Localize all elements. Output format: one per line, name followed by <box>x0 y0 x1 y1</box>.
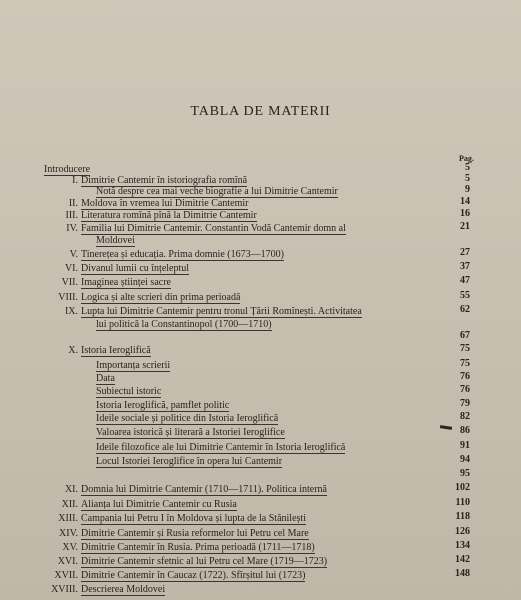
toc-entry <box>44 513 306 524</box>
toc-entry-title: Dimitrie Cantemir în Caucaz (1722). Sfîrșitul lui (1723) <box>81 570 306 581</box>
toc-entry-underline <box>81 288 171 289</box>
toc-entry-page: 9 <box>465 184 470 195</box>
toc-entry-title: Dimitrie Cantemir și Rusia reformelor lui Petru cel Mare <box>81 528 309 539</box>
toc-entry <box>44 198 248 209</box>
toc-entry-underline <box>96 384 115 385</box>
toc-entry-number: XVIII. <box>51 584 78 595</box>
toc-entry-page: 95 <box>460 468 470 479</box>
toc-entry-title: Valoarea istorică și literară a Istoriei Ieroglifice <box>96 427 285 438</box>
toc-entry-underline <box>81 317 362 318</box>
toc-entry <box>96 360 170 371</box>
toc-entry-underline <box>96 371 170 372</box>
toc-entry-title: Campania lui Petru I în Moldova și lupta de la Stănilești <box>81 513 306 524</box>
toc-entry <box>44 164 90 175</box>
toc-entry-title: Domnia lui Dimitrie Cantemir (1710—1711). Politica internă <box>81 484 327 495</box>
toc-entry-page: 142 <box>455 554 470 565</box>
toc-entry-underline <box>81 260 284 261</box>
toc-entry <box>44 223 346 234</box>
toc-entry-page: 5 <box>465 173 470 184</box>
toc-entry-underline <box>96 453 345 454</box>
toc-entry-title: Data <box>96 373 115 384</box>
toc-entry-underline <box>96 246 135 247</box>
toc-entry-page: 75 <box>460 358 470 369</box>
toc-entry <box>96 386 161 397</box>
toc-entry-title: Dimitrie Cantemir în istoriografia romînă <box>81 175 248 186</box>
toc-entry <box>44 249 284 260</box>
toc-entry-title: Introducere <box>44 164 91 175</box>
toc-entry-number: XVI. <box>57 556 78 567</box>
toc-entry-number: VIII. <box>58 292 78 303</box>
toc-entry-page: 5 <box>465 162 470 173</box>
toc-entry <box>44 345 151 356</box>
toc-entry <box>96 413 278 424</box>
toc-entry-page: 118 <box>455 511 470 522</box>
toc-entry <box>96 373 115 384</box>
toc-entry <box>44 499 237 510</box>
toc-entry <box>44 210 257 221</box>
toc-entry-underline <box>81 524 306 525</box>
toc-entry-title: Ideile sociale și politice din Istoria Ieroglifică <box>96 413 279 424</box>
toc-entry-title: Literatura romînă pînă la Dimitrie Cantemir <box>81 210 257 221</box>
toc-entry-underline <box>81 595 165 596</box>
toc-entry <box>96 400 229 411</box>
toc-entry <box>96 319 272 330</box>
toc-entry-title: Dimitrie Cantemir în Rusia. Prima perioadă (1711—1718) <box>81 542 315 553</box>
toc-entry-page: 21 <box>460 221 470 232</box>
toc-entry-page: 91 <box>460 440 470 451</box>
toc-entry-page: 94 <box>460 454 470 465</box>
toc-entry-number: VI. <box>64 263 78 274</box>
toc-entry-number: IX. <box>64 306 78 317</box>
toc-entry <box>44 292 240 303</box>
toc-entry <box>44 484 327 495</box>
toc-entry-underline <box>96 397 161 398</box>
toc-entry <box>96 442 345 453</box>
toc-entry-title: Istoria Ieroglifică, pamflet politic <box>96 400 230 411</box>
toc-entry-title: Importanța scrierii <box>96 360 171 371</box>
toc-entry-title: Divanul lumii cu înțeleptul <box>81 263 190 274</box>
toc-entry-underline <box>81 567 327 568</box>
toc-entry-page: 67 <box>460 330 470 341</box>
toc-entry-title: Moldova în vremea lui Dimitrie Cantemir <box>81 198 249 209</box>
toc-entry-title: Tinerețea și educația. Prima domnie (1673—1700) <box>81 249 284 260</box>
toc-entry-number: XV. <box>62 542 78 553</box>
page-title: TABLA DE MATERII <box>190 104 331 119</box>
toc-entry-underline <box>81 510 237 511</box>
toc-entry-page: 76 <box>460 371 470 382</box>
toc-entry-underline <box>81 221 257 222</box>
toc-entry-number: IV. <box>66 223 78 234</box>
toc-entry-number: XIV. <box>59 528 78 539</box>
toc-entry <box>44 306 362 317</box>
toc-entry <box>44 556 327 567</box>
toc-entry <box>96 235 135 246</box>
toc-entry-title: Istoria Ieroglifică <box>81 345 151 356</box>
toc-entry-page: 75 <box>460 343 470 354</box>
toc-entry-title: Lupta lui Dimitrie Cantemir pentru tronul Țării Romînești. Activitatea <box>81 306 362 317</box>
toc-entry-title: Descrierea Moldovei <box>81 584 166 595</box>
toc-entry-number: XI. <box>64 484 78 495</box>
toc-entry-number: VII. <box>61 277 78 288</box>
toc-entry-page: 62 <box>460 304 470 315</box>
toc-entry <box>44 277 171 288</box>
toc-entry-underline <box>96 438 285 439</box>
pencil-mark <box>440 425 452 430</box>
toc-entry-page: 55 <box>460 290 470 301</box>
toc-entry-number: III. <box>65 210 78 221</box>
toc-entry-title: Dimitrie Cantemir sfetnic al lui Petru cel Mare (1719—1723) <box>81 556 328 567</box>
toc-entry-page: 37 <box>460 261 470 272</box>
toc-entry-title: Subiectul istoric <box>96 386 162 397</box>
toc-entry <box>44 542 315 553</box>
toc-entry-underline <box>81 495 327 496</box>
toc-entry-title: Logica și alte scrieri din prima perioadă <box>81 292 241 303</box>
toc-entry-page: 82 <box>460 411 470 422</box>
toc-entry-page: 47 <box>460 275 470 286</box>
toc-entry-underline <box>81 539 309 540</box>
toc-entry-page: 126 <box>455 526 470 537</box>
toc-entry-number: XII. <box>61 499 78 510</box>
toc-entry-underline <box>81 303 240 304</box>
toc-entry-underline <box>96 424 278 425</box>
toc-entry-underline <box>96 330 272 331</box>
toc-entry-page: 86 <box>460 425 470 436</box>
toc-entry-underline <box>96 467 282 468</box>
toc-entry <box>44 584 165 595</box>
toc-entry-number: V. <box>69 249 78 260</box>
toc-entry-number: II. <box>68 198 78 209</box>
toc-entry-number: XIII. <box>58 513 78 524</box>
toc-entry-title: Ideile filozofice ale lui Dimitrie Cantemir în Istoria Ieroglifică <box>96 442 346 453</box>
toc-entry-page: 148 <box>455 568 470 579</box>
toc-entry-page: 79 <box>460 398 470 409</box>
toc-entry-title: Moldovei <box>96 235 135 246</box>
toc-entry-page: 14 <box>460 196 470 207</box>
toc-entry-underline <box>81 553 315 554</box>
toc-entry-page: 16 <box>460 208 470 219</box>
toc-entry-number: I. <box>72 175 78 186</box>
toc-entry-underline <box>81 581 305 582</box>
toc-entry-page: 134 <box>455 540 470 551</box>
toc-entry <box>44 175 247 186</box>
page-column-label: Pag. <box>459 154 474 163</box>
toc-entry-underline <box>81 356 151 357</box>
toc-entry-underline <box>96 411 229 412</box>
toc-entry-page: 27 <box>460 247 470 258</box>
toc-entry-title: Imaginea științei sacre <box>81 277 171 288</box>
toc-entry <box>96 186 338 197</box>
toc-entry-page: 76 <box>460 384 470 395</box>
toc-entry-number: X. <box>68 345 78 356</box>
toc-entry-title: Alianța lui Dimitrie Cantemir cu Rusia <box>81 499 237 510</box>
toc-entry <box>96 427 285 438</box>
toc-entry <box>44 263 189 274</box>
toc-entry-title: Locul Istoriei Ieroglifice în opera lui Cantemir <box>96 456 283 467</box>
toc-entry <box>44 570 305 581</box>
toc-entry-underline <box>81 274 189 275</box>
toc-entry-title: lui politică la Constantinopol (1700—1710) <box>96 319 272 330</box>
toc-entry-title: Familia lui Dimitrie Cantemir. Constantin Vodă Cantemir domn al <box>81 223 346 234</box>
toc-entry-page: 102 <box>455 482 470 493</box>
toc-entry-number: XVII. <box>54 570 78 581</box>
toc-entry <box>44 528 309 539</box>
toc-entry-page: 110 <box>455 497 470 508</box>
toc-entry <box>96 456 282 467</box>
toc-entry-title: Notă despre cea mai veche biografie a lui Dimitrie Cantemir <box>96 186 338 197</box>
